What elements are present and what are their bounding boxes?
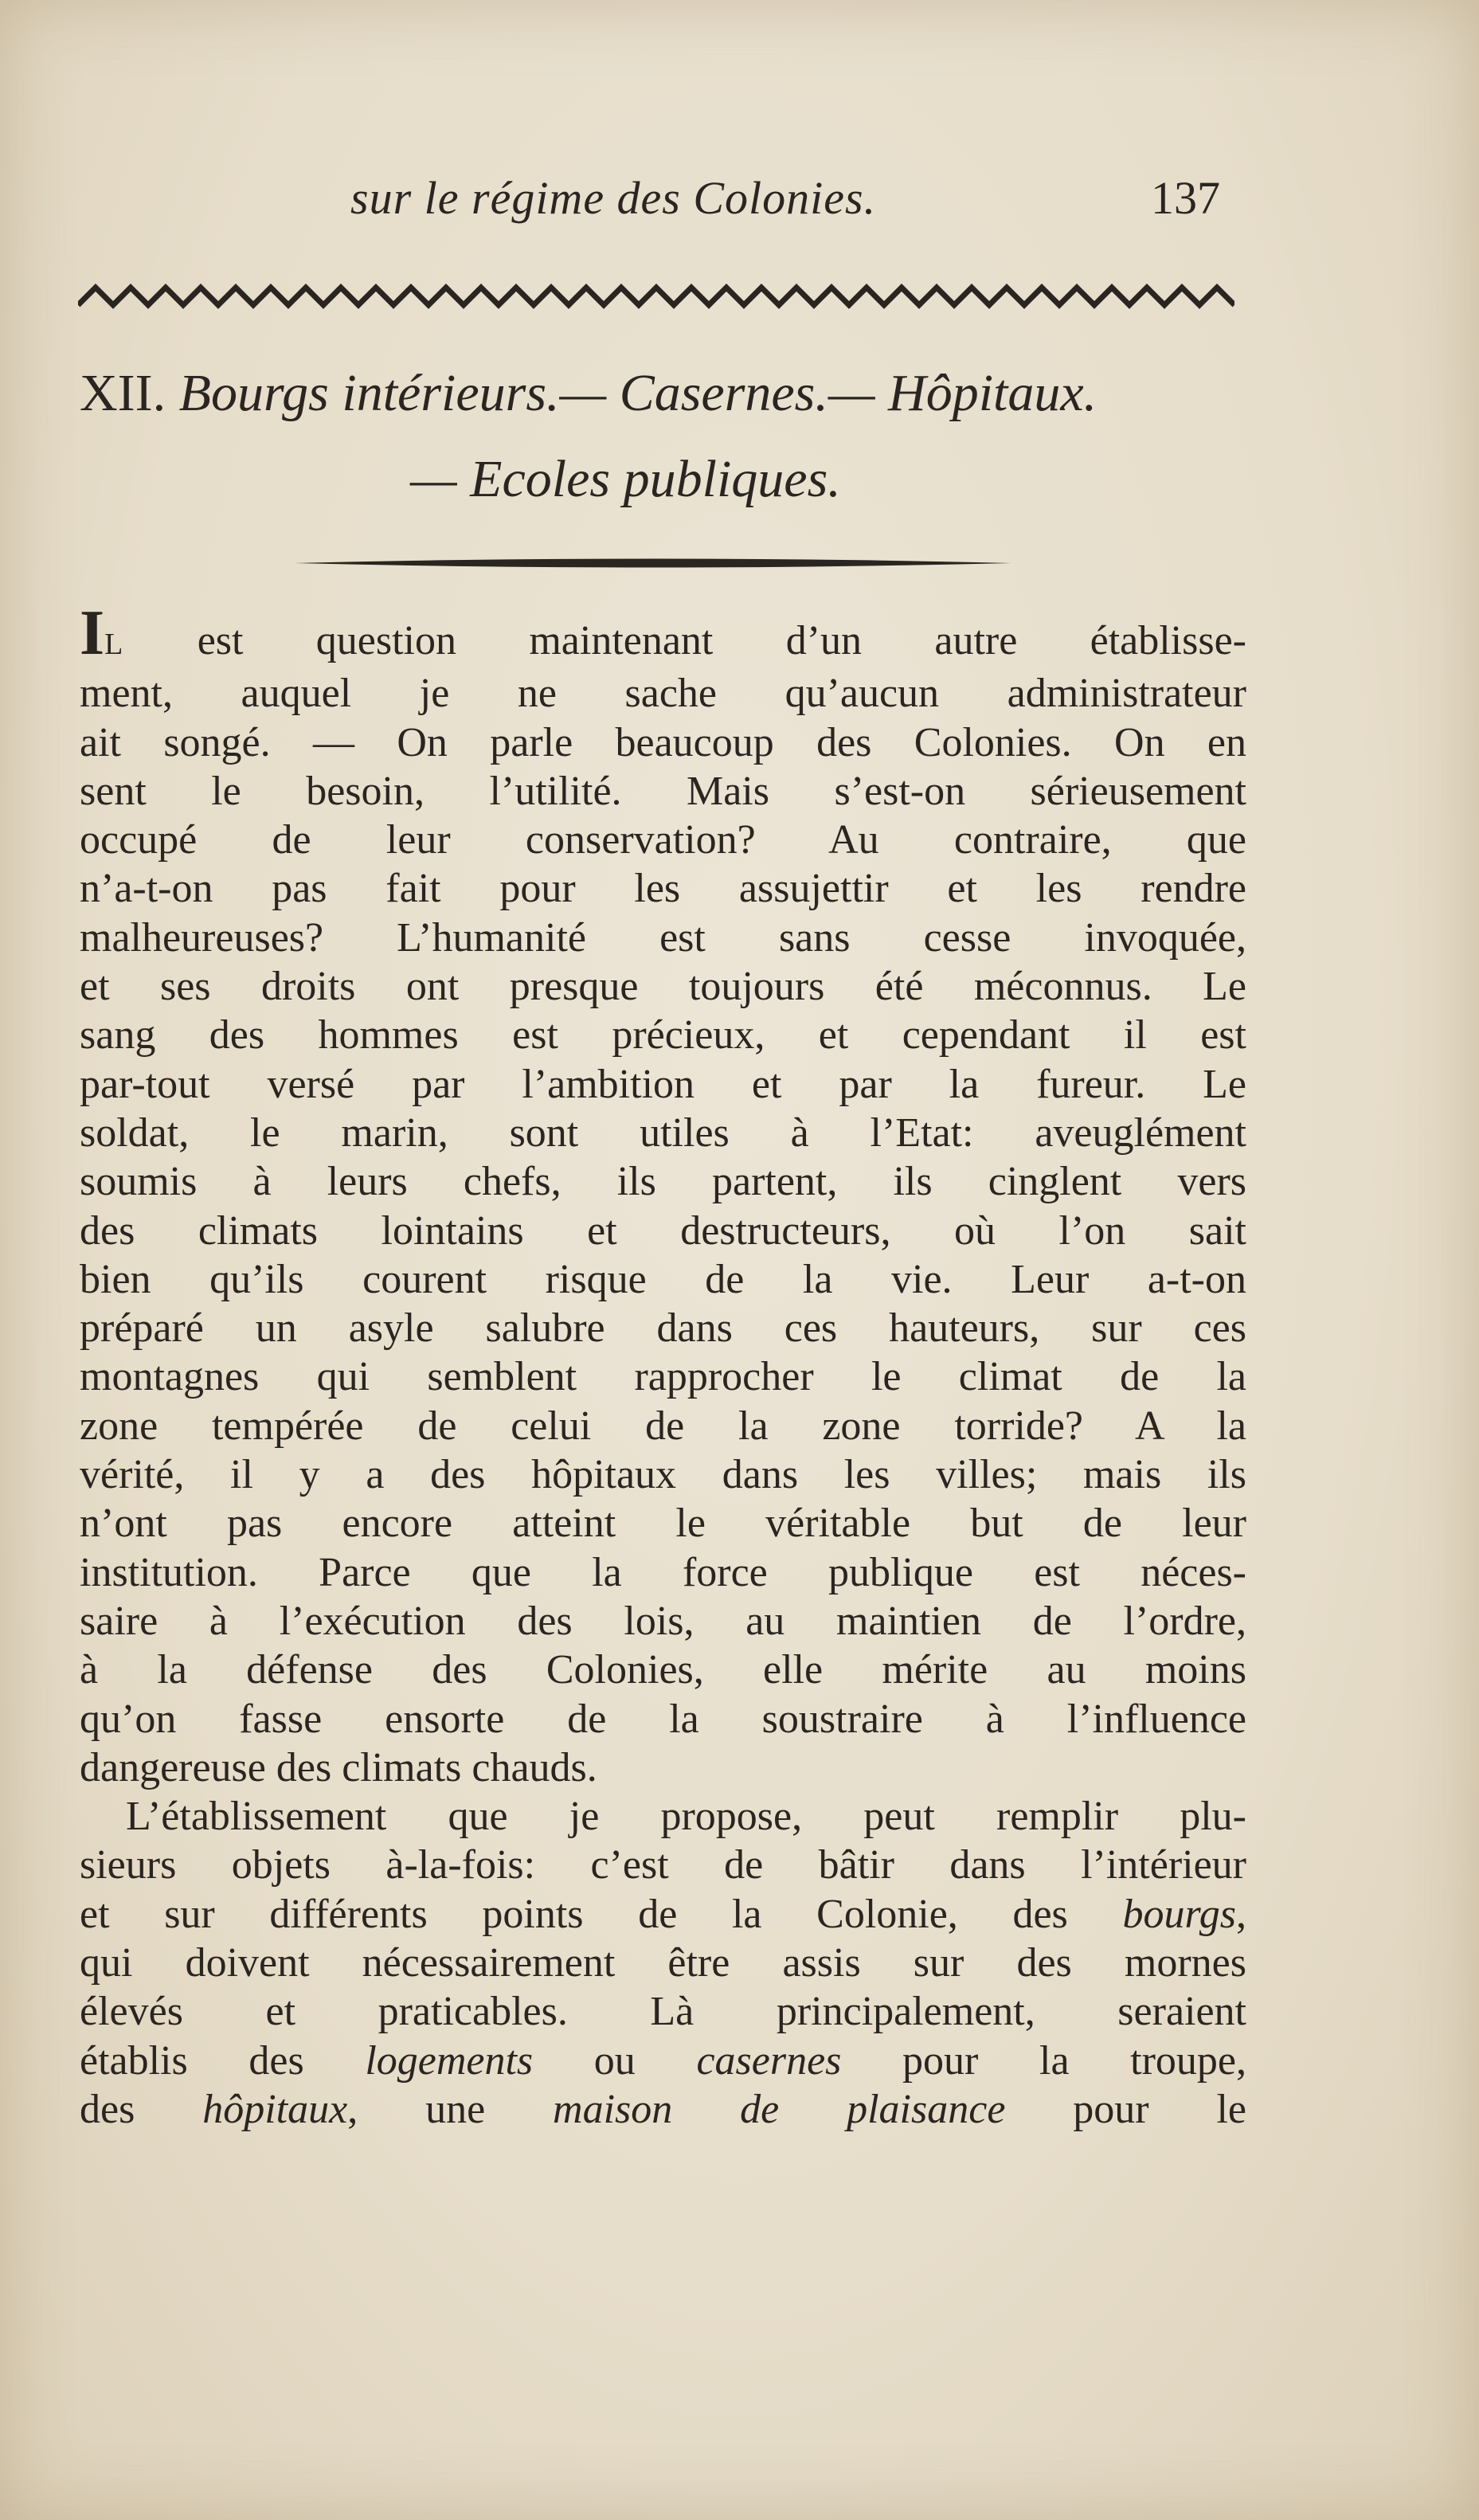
text-line: élevés et praticables. Là principalement, seraient	[80, 1989, 1246, 2035]
text-line: qu’on fasse ensorte de la soustraire à l’influence	[80, 1696, 1246, 1742]
italic-term: bourgs	[1122, 1891, 1236, 1937]
text-line: malheureuses? L’humanité est sans cesse invoquée,	[80, 914, 1246, 961]
text-line: soldat, le marin, sont utiles à l’Etat: aveuglément	[80, 1109, 1246, 1156]
italic-term: hôpitaux	[202, 2086, 348, 2132]
text-line: occupé de leur conservation? Au contraire, que	[80, 817, 1246, 863]
heading-number: XII.	[80, 364, 166, 422]
wavy-rule-ornament	[78, 283, 1234, 310]
text-line: IL est question maintenant d’un autre établisse-	[80, 598, 1246, 668]
text-line: ait songé. — On parle beaucoup des Colonies. On en	[80, 719, 1246, 765]
text-line: saire à l’exécution des lois, au maintien de l’ordre,	[80, 1598, 1246, 1644]
italic-term: casernes	[696, 2037, 842, 2084]
italic-term: logements	[365, 2037, 534, 2084]
text-line: par-tout versé par l’ambition et par la fureur. Le	[80, 1061, 1246, 1107]
text-line: n’a-t-on pas fait pour les assujettir et les rendre	[80, 866, 1246, 912]
text-line: vérité, il y a des hôpitaux dans les villes; mais ils	[80, 1452, 1246, 1498]
text-line: dangereuse des climats chauds.	[80, 1744, 597, 1790]
text-line: bien qu’ils courent risque de la vie. Leur a-t-on	[80, 1256, 1246, 1302]
heading-title: Bourgs intérieurs.— Casernes.— Hôpitaux.	[178, 364, 1098, 422]
text-line: n’ont pas encore atteint le véritable but de leur	[80, 1501, 1246, 1547]
running-title: sur le régime des Colonies.	[350, 172, 877, 224]
body-text	[80, 598, 1247, 2134]
text-line: soumis à leurs chefs, ils partent, ils cinglent vers	[80, 1159, 1246, 1205]
heading-line-2	[80, 436, 1242, 522]
text-line: ment, auquel je ne sache qu’aucun administrateur	[80, 671, 1246, 717]
text-line: zone tempérée de celui de la zone torride? A la	[80, 1403, 1246, 1449]
text-line: et ses droits ont presque toujours été méconnus. Le	[80, 964, 1246, 1010]
drop-cap: I	[80, 598, 105, 668]
small-caps: L	[104, 628, 125, 661]
text-line: montagnes qui semblent rapprocher le climat de la	[80, 1354, 1246, 1400]
text-line: préparé un asyle salubre dans ces hauteurs, sur ces	[80, 1305, 1246, 1352]
text-line: L’établissement que je propose, peut remplir plu-	[126, 1794, 1246, 1840]
text-line: sent le besoin, l’utilité. Mais s’est-on sérieusement	[80, 768, 1246, 814]
heading-subtitle: — Ecoles publiques.	[410, 450, 841, 508]
page-number: 137	[1151, 172, 1220, 224]
text-line: et sur différents points de la Colonie, des bourgs,	[80, 1891, 1246, 1937]
text-line: établis des logements ou casernes pour la troupe,	[80, 2037, 1247, 2084]
heading-line-1	[80, 350, 1242, 436]
text-line: sang des hommes est précieux, et cependant il est	[80, 1012, 1246, 1058]
text-line: sieurs objets à-la-fois: c’est de bâtir dans l’intérieur	[80, 1842, 1246, 1888]
text-line: à la défense des Colonies, elle mérite au moins	[80, 1647, 1246, 1693]
text-line: qui doivent nécessairement être assis sur des mornes	[80, 1940, 1246, 1986]
text-line: des climats lointains et destructeurs, où l’on sait	[80, 1207, 1246, 1254]
italic-term: maison de plaisance	[553, 2086, 1006, 2132]
section-heading	[80, 350, 1242, 522]
text-line: des hôpitaux, une maison de plaisance pour le	[80, 2086, 1247, 2132]
heading-rule	[295, 554, 1011, 572]
text-line: institution. Parce que la force publique est néces-	[80, 1549, 1246, 1595]
